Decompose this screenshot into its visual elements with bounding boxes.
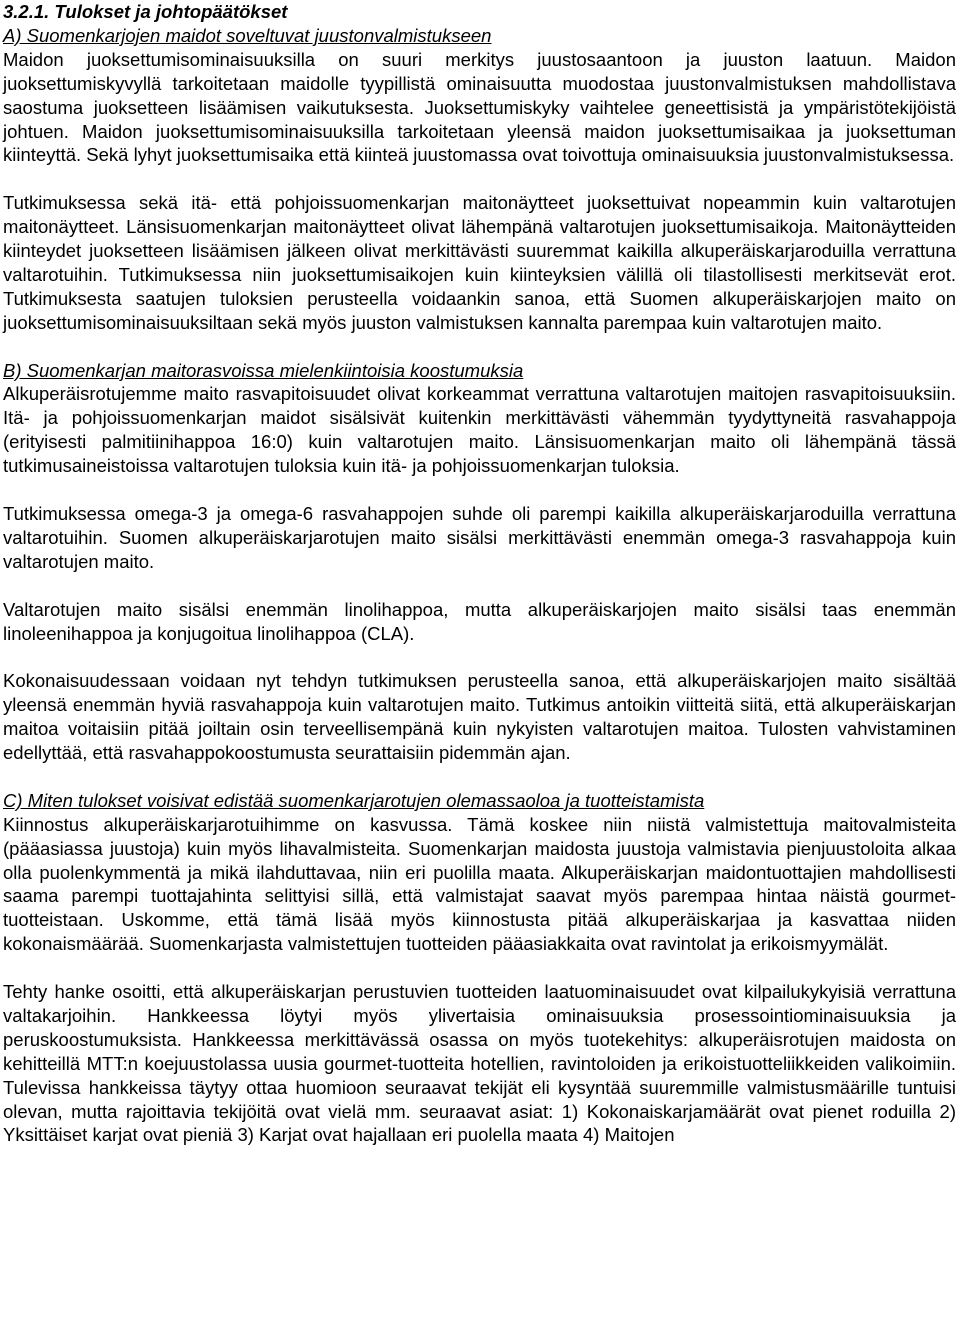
- heading-part-c: C) Miten tulokset voisivat edistää suomenkarjarotujen olemassaoloa ja tuotteistamista: [3, 789, 705, 811]
- paragraph-c2: Tehty hanke osoitti, että alkuperäiskarjan perustuvien tuotteiden laatuominaisuudet ovat kilpailukykyisiä verrattuna valtakarjoihin. Hankkeessa löytyi myös ylivertaisia ominaisuuksia prosessointiominaisuuksia ja peruskoostumuksista. Hankkeessa merkittävässä osassa on myös tuotekehitys: alkuperäisrotujen maidosta on kehitteillä MTT:n koejuustolassa uusia gourmet-tuotteita hotellien, ravintoloiden ja erikoistuotteliikkeiden valikoimiin. Tulevissa hankkeissa täytyy ottaa huomioon seuraavat tekijät eli kysyntää suuremmille valmistusmäärille tuntuisi olevan, mutta rajoittavia tekijöitä ovat vielä mm. seuraavat asiat: 1) Kokonaiskarjamäärät ovat pienet roduilla 2) Yksittäiset karjat ovat pieniä 3) Karjat ovat hajallaan eri puolella maata 4) Maitojen: [3, 981, 956, 1146]
- section-title: 3.2.1. Tulokset ja johtopäätökset: [3, 1, 288, 22]
- paragraph-b2: Tutkimuksessa omega-3 ja omega-6 rasvahappojen suhde oli parempi kaikilla alkuperäiskarjaroduilla verrattuna valtarotuihin. Suomen alkuperäiskarjarotujen maito sisälsi merkittävästi enemmän omega-3 rasvahappoja kuin valtarotujen maito.: [3, 502, 956, 572]
- paragraph-b1: Alkuperäisrotujemme maito rasvapitoisuudet olivat korkeammat verrattuna valtarotujen maitojen rasvapitoisuuksiin. Itä- ja pohjoissuomenkarjan maidot sisälsivät kuitenkin merkittävästi vähemmän tyydyttyneitä rasvahappoja (erityisesti palmitiinihappoa 16:0) kuin valtarotujen maito. Länsisuomenkarjan maito oli lähempänä tässä tutkimusaineistoissa valtarotujen tuloksia kuin itä- ja pohjoissuomenkarjan tuloksia.: [3, 383, 956, 477]
- heading-part-a: A) Suomenkarjojen maidot soveltuvat juustonvalmistukseen: [3, 24, 492, 46]
- paragraph-b4: Kokonaisuudessaan voidaan nyt tehdyn tutkimuksen perusteella sanoa, että alkuperäiskarjojen maito sisältää yleensä enemmän hyviä rasvahappoja kuin valtarotujen maito. Tutkimus antoikin viitteitä siitä, että alkuperäiskarjan maitoa voitaisiin pitää joiltain osin terveellisempänä kuin nykyisten valtarotujen maitoa. Tulosten vahvistaminen edellyttää, että rasvahappokoostumusta seurattaisiin pidemmän ajan.: [3, 670, 956, 764]
- paragraph-c1: Kiinnostus alkuperäiskarjarotuihimme on kasvussa. Tämä koskee niin niistä valmistettuja maitovalmisteita (pääasiassa juustoja) kuin myös lihavalmisteita. Suomenkarjan maidosta juustoja valmistavia pienjuustoloita alkaa olla puolenkymmentä ja mikä ilahduttavaa, niin eri puolilla maata. Alkuperäiskarjan maidontuottajien mahdollisesti saama parempi tuottajahinta selittyisi sillä, että valmistajat saavat myös parempaa hintaa näistä gourmet-tuotteistaan. Uskomme, että tämä lisää myös kiinnostusta pitää alkuperäiskarjaa ja kasvattaa niiden kokonaismäärää. Suomenkarjasta valmistettujen tuotteiden pääasiakkaita ovat ravintolat ja erikoismyymälät.: [3, 813, 956, 955]
- document-page: [3, 0, 956, 1147]
- paragraph-a2: Tutkimuksessa sekä itä- että pohjoissuomenkarjan maitonäytteet juoksettuivat nopeammin kuin valtarotujen maitonäytteet. Länsisuomenkarjan maitonäytteet olivat lähempänä valtarotujen juoksettumisaikoja. Maitonäytteiden kiinteydet juoksetteen lisäämisen jälkeen olivat merkittävästi suuremmat kaikilla alkuperäiskarjaroduilla verrattuna valtarotuihin. Tutkimuksessa niin juoksettumisaikojen kuin kiinteyksien välillä oli tilastollisesti merkitsevät erot. Tutkimuksesta saatujen tuloksien perusteella voidaankin sanoa, että Suomen alkuperäiskarjojen maito on juoksettumisominaisuuksiltaan sekä myös juuston valmistuksen kannalta parempaa kuin valtarotujen maito.: [3, 192, 956, 333]
- paragraph-b3: Valtarotujen maito sisälsi enemmän linolihappoa, mutta alkuperäiskarjojen maito sisälsi taas enemmän linoleenihappoa ja konjugoitua linolihappoa (CLA).: [3, 598, 956, 644]
- paragraph-a1: Maidon juoksettumisominaisuuksilla on suuri merkitys juustosaantoon ja juuston laatuun. Maidon juoksettumiskyvyllä tarkoitetaan maidolle tyypillistä ominaisuutta muodostaa juustonvalmistuksen mahdollistava saostuma juoksetteen lisäämisen vaikutuksesta. Juoksettumiskyky vaihtelee geneettisistä ja ympäristötekijöistä johtuen. Maidon juoksettumisominaisuuksilla tarkoitetaan yleensä maidon juoksettumisaikaa ja juoksettuman kiinteyttä. Sekä lyhyt juoksettumisaika että kiinteä juustomassa ovat toivottuja ominaisuuksia juustonvalmistuksessa.: [3, 48, 956, 166]
- heading-part-b: B) Suomenkarjan maitorasvoissa mielenkiintoisia koostumuksia: [3, 359, 524, 381]
